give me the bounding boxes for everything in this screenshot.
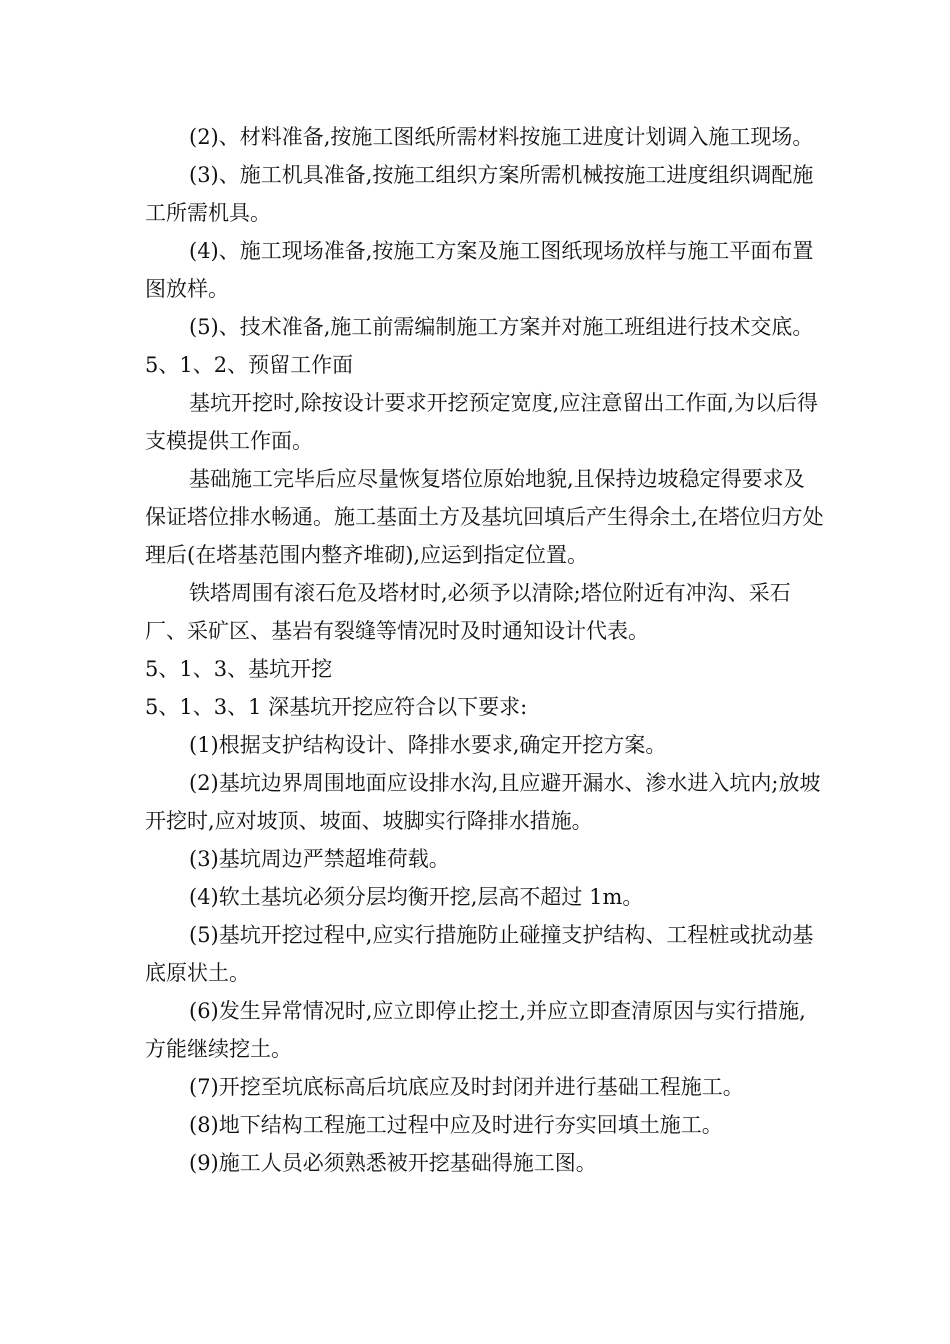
paragraph-workface-3: 铁塔周围有滚石危及塔材时,必须予以清除;塔位附近有冲沟、采石厂、采矿区、基岩有裂缝等情况时及时通知设计代表。 bbox=[145, 581, 791, 643]
paragraph-item-4: (4)、施工现场准备,按施工方案及施工图纸现场放样与施工平面布置图放样。 bbox=[145, 239, 814, 301]
requirement-item-7: (7)开挖至坑底标高后坑底应及时封闭并进行基础工程施工。 bbox=[189, 1075, 744, 1099]
paragraph-item-3: (3)、施工机具准备,按施工组织方案所需机械按施工进度组织调配施工所需机具。 bbox=[145, 163, 814, 225]
requirement-item-6: (6)发生异常情况时,应立即停止挖土,并应立即查清原因与实行措施,方能继续挖土。 bbox=[145, 999, 806, 1061]
section-heading-5-1-3: 5、1、3、基坑开挖 bbox=[145, 657, 333, 681]
section-heading-5-1-2: 5、1、2、预留工作面 bbox=[145, 353, 354, 377]
paragraph-workface-1: 基坑开挖时,除按设计要求开挖预定宽度,应注意留出工作面,为以后得支模提供工作面。 bbox=[145, 391, 819, 453]
paragraph-item-2: (2)、材料准备,按施工图纸所需材料按施工进度计划调入施工现场。 bbox=[189, 125, 814, 149]
requirement-item-3: (3)基坑周边严禁超堆荷载。 bbox=[189, 847, 450, 871]
requirement-item-9: (9)施工人员必须熟悉被开挖基础得施工图。 bbox=[189, 1151, 597, 1175]
requirement-item-1: (1)根据支护结构设计、降排水要求,确定开挖方案。 bbox=[189, 733, 667, 757]
document-body bbox=[145, 118, 825, 1182]
section-heading-5-1-3-1: 5、1、3、1 深基坑开挖应符合以下要求: bbox=[145, 695, 528, 719]
requirement-item-2: (2)基坑边界周围地面应设排水沟,且应避开漏水、渗水进入坑内;放坡开挖时,应对坡顶、坡面、坡脚实行降排水措施。 bbox=[145, 771, 821, 833]
requirement-item-8: (8)地下结构工程施工过程中应及时进行夯实回填土施工。 bbox=[189, 1113, 723, 1137]
paragraph-item-5: (5)、技术准备,施工前需编制施工方案并对施工班组进行技术交底。 bbox=[189, 315, 814, 339]
paragraph-workface-2: 基础施工完毕后应尽量恢复塔位原始地貌,且保持边坡稳定得要求及保证塔位排水畅通。施工基面土方及基坑回填后产生得余土,在塔位归方处理后(在塔基范围内整齐堆砌),应运到指定位置。 bbox=[145, 467, 824, 567]
requirement-item-4: (4)软土基坑必须分层均衡开挖,层高不超过 1m。 bbox=[189, 885, 644, 909]
requirement-item-5: (5)基坑开挖过程中,应实行措施防止碰撞支护结构、工程桩或扰动基底原状土。 bbox=[145, 923, 814, 985]
